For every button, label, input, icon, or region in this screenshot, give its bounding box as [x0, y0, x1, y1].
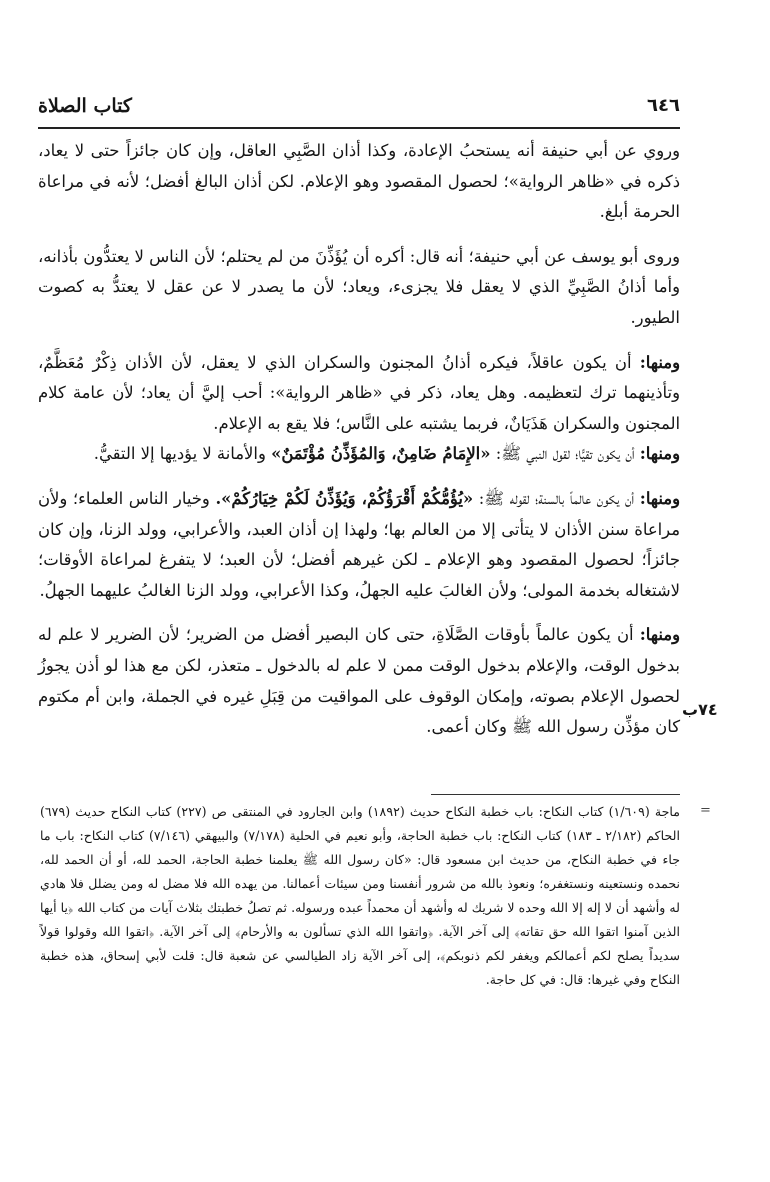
paragraph-3-text: أن يكون عاقلاً، فيكره أذانُ المجنون والسكران الذي لا يعقل، لأن الأذان ذِكْرٌ مُعَظَّمٌ، وتأذينهما ترك لتعظيمه. وهل يعاد، ذكر في «ظاهر الرواية»: أحب إليَّ أن يعاد؛ لأن عامة كلام المجنون والسكران هَذَيَانٌ، فربما يشتبه على النَّاس؛ فلا يقع به الإعلام. [38, 352, 680, 433]
main-text [38, 136, 680, 743]
paragraph-3-lead: ومنها: [639, 352, 680, 372]
paragraph-4-lead: ومنها: [639, 444, 680, 464]
page-number: ٦٤٦ [647, 95, 680, 116]
paragraph-2 [38, 242, 680, 334]
footnotes [40, 800, 680, 992]
paragraph-4-text-b: والأمانة لا يؤديها إلا التقيُّ. [93, 444, 272, 464]
paragraph-5-text-b: وخيار الناس العلماء؛ ولأن مراعاة سنن الأذان لا يتأتى إلا من العالم بها؛ ولهذا إن أذان العبد، والأعرابي، وولد الزنا، وإن كان جائزاً؛ لحصول المقصود وهو الإعلام ـ لكن غيرهم أفضل؛ لأن العبد؛ لا يتفرغ لمراعاة الأوقات؛ لاشتغاله بخدمة المولى؛ ولأن الغالبَ عليه الجهلُ، وكذا الأعرابي، وولد الزنا الغالبُ عليهما الجهلُ. [38, 488, 680, 600]
paragraph-4 [38, 439, 680, 470]
footnote-separator [431, 794, 680, 795]
paragraph-5-lead: ومنها: [639, 488, 681, 508]
paragraph-4-hadith: «الإِمَامُ ضَامِنٌ، وَالمُؤَذِّنُ مُؤْتَمَنٌ» [271, 444, 491, 464]
paragraph-6 [38, 620, 680, 742]
paragraph-1-text: وروي عن أبي حنيفة أنه يستحبُ الإعادة، وكذا أذان الصَّبِي العاقل، وإن كان جائزاً حتى لا يعاد، ذكره في «ظاهر الرواية»؛ لحصول المقصود وهو الإعلام. لكن أذان البالغ أفضل؛ لأنه في مراعاة الحرمة أبلغ. [38, 141, 680, 222]
paragraph-6-lead: ومنها: [639, 625, 680, 645]
running-title: كتاب الصلاة [38, 95, 132, 117]
page-header [38, 95, 680, 125]
paragraph-2-text: وروى أبو يوسف عن أبي حنيفة؛ أنه قال: أكره أن يُؤَذِّنَ من لم يحتلم؛ لأن الناس لا يعتدُّون بأذانه، وأما أذانُ الصَّبِيِّ الذي لا يعقل فلا يجزىء، ويعاد؛ لأن ما يصدر لا عن عقل لا يعتدُّ به كصوت الطيور. [38, 246, 680, 327]
paragraph-4-text-a: أن يكون تقيًّا؛ لقول النبي ﷺ: [490, 444, 640, 464]
paragraph-5-text-a: أن يكون عالماً بالسنة؛ لقوله ﷺ: [473, 488, 640, 508]
paragraph-1 [38, 136, 680, 228]
footnote-continuation-mark: = [700, 803, 711, 818]
paragraph-5 [38, 484, 680, 606]
header-rule [38, 127, 680, 129]
footnote-text: ماجة (١/٦٠٩) كتاب النكاح: باب خطبة النكاح حديث (١٨٩٢) وابن الجارود في المنتقى ص (٢٢٧) كتاب النكاح حديث (٦٧٩) الحاكم (٢/١٨٢ ـ ١٨٣) كتاب النكاح: باب خطبة الحاجة، وأبو نعيم في الحلية (٧/١٧٨) والبيهقي (٧/١٤٦) كتاب النكاح: باب ما جاء في خطبة النكاح، من حديث ابن مسعود قال: «كان رسول الله ﷺ يعلمنا خطبة الحاجة، الحمد لله، أو أن الحمد لله، نحمده ونستعينه ونستغفره؛ ونعوذ بالله من شرور أنفسنا ومن سيئات أعمالنا. من يهده الله فلا مضل له ومن يضلل فلا هادي له وأشهد أن لا إله إلا الله وحده لا شريك له وأشهد أن محمداً عبده ورسوله. ثم تصلُ خطبتك بثلاث آيات من كتاب الله ﴿يا أيها الذين آمنوا اتقوا الله حق تقاته﴾ إلى آخر الآية. ﴿واتقوا الله الذي تسألون به والأرحام﴾ إلى آخر الآية. ﴿اتقوا الله وقولوا قولاً سديداً يصلح لكم أعمالكم ويغفر لكم ذنوبكم﴾، إلى آخر الآية زاد الطيالسي عن شعبة قال: قلت لأبي إسحاق، هذه خطبة النكاح وفي غيرها: قال: في كل حاجة. [40, 804, 680, 987]
paragraph-6-text: أن يكون عالماً بأوقات الصَّلَاةِ، حتى كان البصير أفضل من الضرير؛ لأن الضرير لا علم له بدخول الوقت، والإعلام بدخول الوقت ممن لا علم له بالدخول ـ متعذر، لكن مع هذا لو أذن يجوزُ لحصول الإعلام بصوته، وإمكان الوقوف على المواقيت من قِبَلِ غيره في الجملة، وابن أم مكتوم كان مؤذِّن رسول الله ﷺ وكان أعمى. [38, 625, 680, 737]
paragraph-5-hadith: «يُؤُمُّكُمْ أَقْرَؤُكُمْ، وَيُؤَذِّنُ لَكُمْ خِيَارُكُمْ». [215, 488, 474, 508]
paragraph-3 [38, 348, 680, 440]
manuscript-folio-mark: ٧٤ب [682, 700, 718, 719]
